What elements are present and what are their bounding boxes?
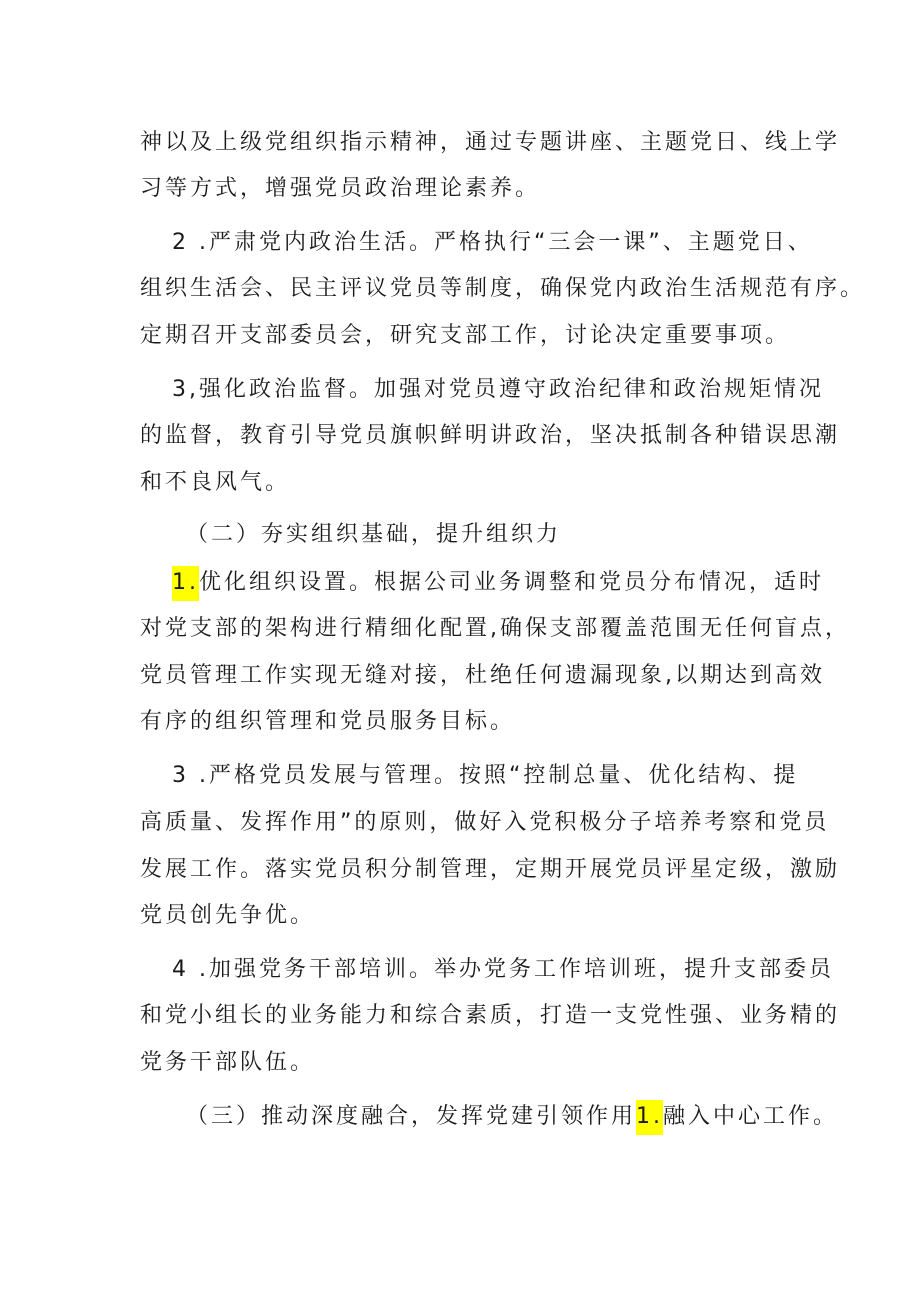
- paragraph-line: 定期召开支部委员会，研究支部工作，讨论决定重要事项。: [140, 323, 791, 348]
- paragraph-line: 3 .严格党员发展与管理。按照“控制总量、优化结构、提: [172, 763, 799, 788]
- paragraph-line: 的监督，教育引导党员旗帜鲜明讲政治，坚决抵制各种错误思潮: [140, 423, 841, 448]
- section-heading: （二）夯实组织基础，提升组织力: [186, 522, 562, 547]
- highlighted-number: 1.: [172, 566, 199, 601]
- paragraph-line: 习等方式，增强党员政治理论素养。: [140, 176, 541, 201]
- paragraph-line: 对党支部的架构进行精细化配置,确保支部覆盖范围无任何盲点，: [140, 616, 850, 641]
- paragraph-line: 党务干部队伍。: [140, 1050, 316, 1075]
- paragraph-line: 2 .严肃党内政治生活。严格执行“三会一课”、主题党日、: [172, 230, 813, 255]
- paragraph-line: 3,强化政治监督。加强对党员遵守政治纪律和政治规矩情况: [172, 377, 824, 402]
- paragraph-line: 党员管理工作实现无缝对接，杜绝任何遗漏现象,以期达到高效: [140, 663, 825, 688]
- paragraph-text: 融入中心工作。: [663, 1104, 839, 1129]
- highlighted-number: 1.: [636, 1100, 663, 1135]
- paragraph-line: 和不良风气。: [140, 470, 291, 495]
- section-heading: [186, 1102, 838, 1132]
- paragraph-line: [172, 568, 824, 598]
- paragraph-line: 发展工作。落实党员积分制管理，定期开展党员评星定级，激励: [140, 857, 841, 882]
- paragraph-line: 4 .加强党务干部培训。举办党务工作培训班，提升支部委员: [172, 957, 834, 982]
- paragraph-text: 优化组织设置。根据公司业务调整和党员分布情况，适时: [199, 570, 825, 595]
- paragraph-line: 有序的组织管理和党员服务目标。: [140, 709, 516, 734]
- paragraph-line: 党员创先争优。: [140, 903, 316, 928]
- section-heading-text: （三）推动深度融合，发挥党建引领作用: [186, 1104, 637, 1129]
- paragraph-line: 高质量、发挥作用”的原则，做好入党积极分子培养考察和党员: [140, 810, 830, 835]
- paragraph-line: 神以及上级党组织指示精神，通过专题讲座、主题党日、线上学: [140, 130, 841, 155]
- paragraph-line: 组织生活会、民主评议党员等制度，确保党内政治生活规范有序。: [140, 276, 866, 301]
- paragraph-line: 和党小组长的业务能力和综合素质，打造一支党性强、业务精的: [140, 1003, 841, 1028]
